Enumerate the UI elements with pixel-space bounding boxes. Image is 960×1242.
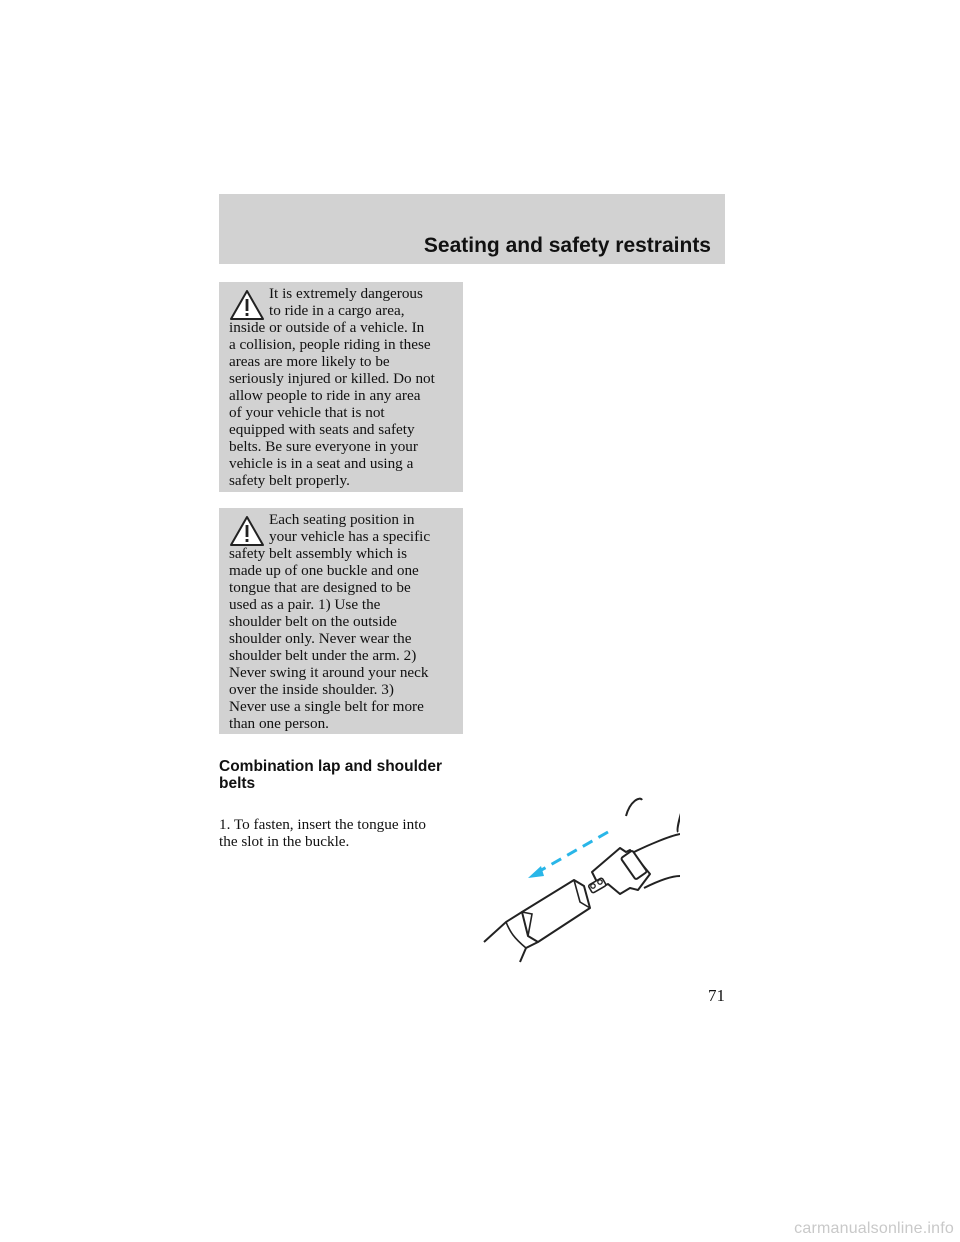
warning-line: vehicle is in a seat and using a — [229, 455, 414, 472]
warning-line: safety belt properly. — [229, 472, 350, 489]
section-heading-line: Combination lap and shoulder — [219, 758, 443, 775]
warning-line: safety belt assembly which is — [229, 545, 407, 562]
warning-line: than one person. — [229, 715, 329, 732]
warning-line: used as a pair. 1) Use the — [229, 596, 381, 613]
warning-line: Never swing it around your neck — [229, 664, 429, 681]
warning-line: inside or outside of a vehicle. In — [229, 319, 425, 336]
warning-line: equipped with seats and safety — [229, 421, 415, 438]
warning-line: areas are more likely to be — [229, 353, 390, 370]
warning-line: It is extremely dangerous — [269, 285, 423, 302]
step-line: the slot in the buckle. — [219, 833, 350, 850]
warning-line: seriously injured or killed. Do not — [229, 370, 435, 387]
warning-line: Never use a single belt for more — [229, 698, 424, 715]
seatbelt-buckle-illustration — [480, 796, 680, 966]
step-line: 1. To fasten, insert the tongue into — [219, 816, 427, 833]
warning-line: of your vehicle that is not — [229, 404, 385, 421]
warning-line: allow people to ride in any area — [229, 387, 421, 404]
page-title: Seating and safety restraints — [423, 234, 711, 257]
header-bar — [219, 194, 725, 264]
warning-line: made up of one buckle and one — [229, 562, 419, 579]
warning-line: to ride in a cargo area, — [269, 302, 405, 319]
warning-line: Each seating position in — [269, 511, 415, 528]
warning-line: tongue that are designed to be — [229, 579, 411, 596]
page-number: 71 — [708, 986, 725, 1005]
step-instruction — [219, 816, 426, 850]
section-heading — [219, 758, 442, 792]
warning-line: your vehicle has a specific — [269, 528, 431, 545]
arrow-head-icon — [528, 866, 544, 878]
warning-line: a collision, people riding in these — [229, 336, 431, 353]
warning-line: shoulder belt on the outside — [229, 613, 397, 630]
warning-box-cargo — [219, 282, 463, 492]
warning-triangle-icon — [229, 515, 265, 547]
watermark: carmanualsonline.info — [794, 1220, 954, 1237]
warning-triangle-icon — [229, 289, 265, 321]
section-heading-line: belts — [219, 775, 256, 792]
warning-line: shoulder belt under the arm. 2) — [229, 647, 417, 664]
warning-line: shoulder only. Never wear the — [229, 630, 412, 647]
warning-line: belts. Be sure everyone in your — [229, 438, 418, 455]
warning-line: over the inside shoulder. 3) — [229, 681, 394, 698]
warning-box-seating-position — [219, 508, 463, 734]
